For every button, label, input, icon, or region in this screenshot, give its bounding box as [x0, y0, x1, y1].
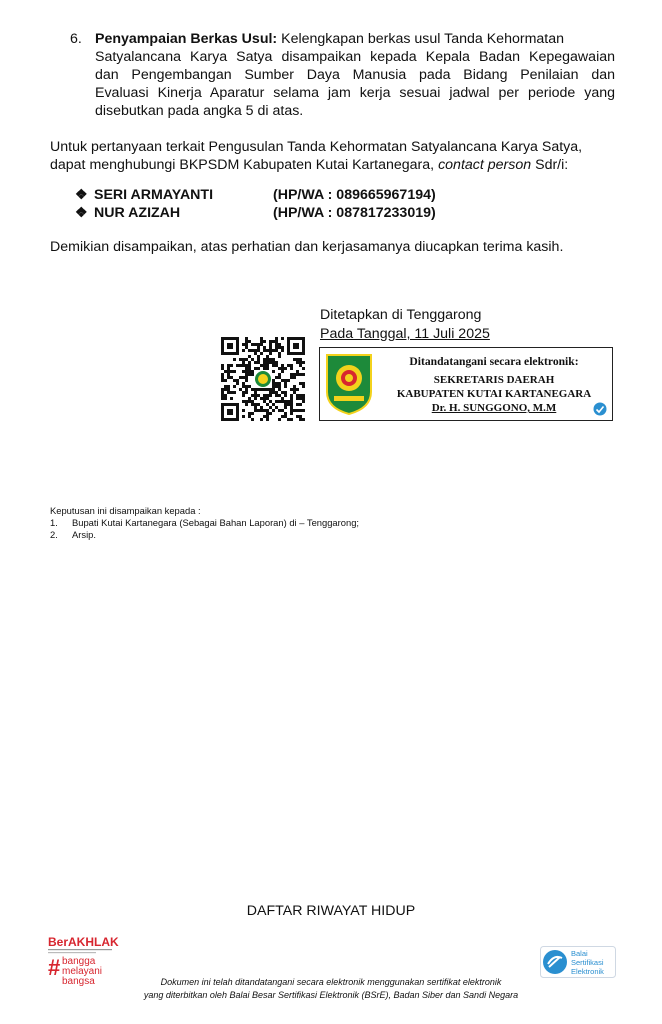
- inquiry-paragraph: [50, 138, 615, 174]
- diamond-bullet-icon: ❖: [75, 187, 88, 203]
- item-6-line-3: dan Pengembangan Sumber Daya Manusia pada Bidang Penilaian dan: [95, 67, 615, 83]
- distribution-heading: Keputusan ini disampaikan kepada :: [50, 505, 201, 516]
- item-6-line-4: Evaluasi Kinerja Aparatur selama jam kerja sesuai jadwal per periode yang: [95, 85, 615, 101]
- bsre-line-1: Balai: [571, 949, 588, 958]
- bangga-text: bangga: [62, 956, 96, 967]
- bangsa-text: bangsa: [62, 976, 95, 987]
- footer-line-2: yang diterbitkan oleh Balai Besar Sertifikasi Elektronik (BSrE), Badan Siber dan Sandi Negara: [143, 990, 519, 1000]
- item-6-line-1-text: Kelengkapan berkas usul Tanda Kehormatan: [281, 31, 565, 47]
- bsre-line-2: Sertifikasi: [571, 958, 604, 967]
- contact-person-text: contact person: [438, 157, 532, 173]
- contact-phone: (HP/WA : 087817233019): [273, 205, 436, 221]
- contact-phone: (HP/WA : 089665967194): [273, 187, 436, 203]
- electronic-signature-box: [319, 347, 613, 421]
- item-6-text: [95, 30, 615, 120]
- contact-name: SERI ARMAYANTI: [94, 187, 214, 203]
- signature-date: Pada Tanggal, 11 Juli 2025: [320, 326, 490, 342]
- signature-heading: Ditandatangani secara elektronik:: [409, 355, 579, 368]
- signer-name: Dr. H. SUNGGONO, M.M: [431, 402, 557, 414]
- item-number: 6.: [70, 31, 82, 47]
- berakhlak-logo-text: BerAKHLAK: [48, 935, 119, 949]
- verified-check-icon: [593, 402, 607, 416]
- kutai-kartanegara-emblem-icon: [324, 352, 374, 416]
- inquiry-line-2-suffix: Sdr/i:: [535, 157, 569, 173]
- distribution-number: 2.: [50, 529, 58, 540]
- distribution-text: Arsip.: [72, 529, 96, 540]
- melayani-text: melayani: [62, 966, 103, 977]
- qr-code-icon: [221, 337, 305, 421]
- contact-name: NUR AZIZAH: [94, 205, 181, 221]
- svg-text:#: #: [48, 955, 61, 980]
- signature-place: Ditetapkan di Tenggarong: [320, 307, 482, 323]
- item-6-line-5: disebutkan pada angka 5 di atas.: [95, 103, 304, 119]
- distribution-number: 1.: [50, 517, 58, 528]
- contact-item: [75, 204, 495, 222]
- inquiry-line-2: [50, 156, 615, 174]
- signer-position: SEKRETARIS DAERAH: [433, 374, 555, 386]
- distribution-text: Bupati Kutai Kartanegara (Sebagai Bahan Laporan) di – Tenggarong;: [72, 517, 360, 528]
- item-6-heading: Penyampaian Berkas Usul:: [95, 31, 278, 47]
- contact-item: [75, 186, 495, 204]
- cv-title: DAFTAR RIWAYAT HIDUP: [246, 903, 416, 919]
- item-6-line-2: Satyalancana Karya Satya disampaikan kepada Kepala Badan Kepegawaian: [95, 49, 615, 65]
- closing-sentence: Demikian disampaikan, atas perhatian dan kerjasamanya diucapkan terima kasih.: [50, 239, 564, 255]
- bsre-logo-icon: [540, 946, 616, 978]
- diamond-bullet-icon: ❖: [75, 205, 88, 221]
- item-6-line-1: [95, 30, 615, 48]
- signer-office: KABUPATEN KUTAI KARTANEGARA: [396, 388, 592, 400]
- bsre-line-3: Elektronik: [571, 967, 604, 976]
- inquiry-line-2-prefix: dapat menghubungi BKPSDM Kabupaten Kutai Kartanegara,: [50, 157, 435, 173]
- inquiry-line-1: Untuk pertanyaan terkait Pengusulan Tanda Kehormatan Satyalancana Karya Satya,: [50, 139, 583, 155]
- footer-line-1: Dokumen ini telah ditandatangani secara elektronik menggunakan sertifikat elektronik: [160, 977, 502, 987]
